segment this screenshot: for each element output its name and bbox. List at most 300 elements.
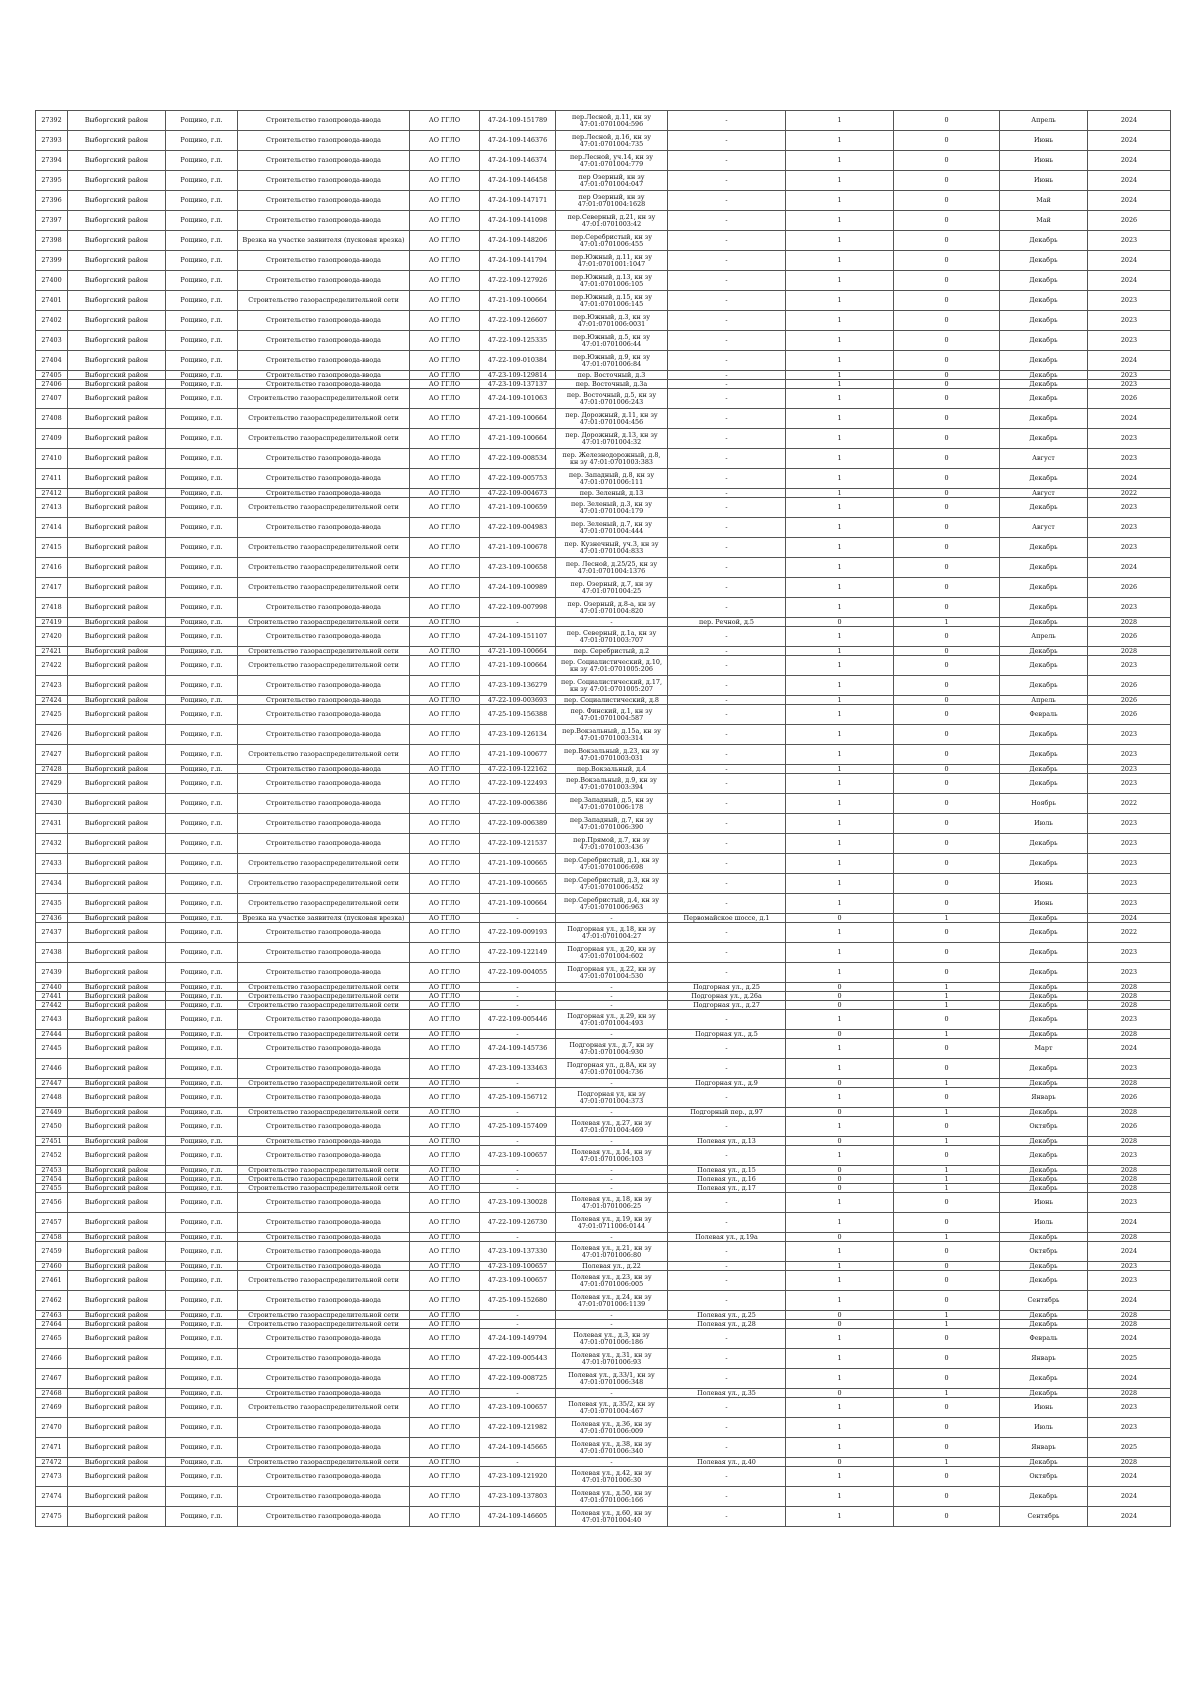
district-cell: Выборгский район bbox=[68, 1213, 166, 1233]
table-row bbox=[36, 111, 1171, 131]
work-type-cell: Строительство газопровода-ввода bbox=[238, 774, 410, 794]
count-2-cell: 0 bbox=[894, 963, 1000, 983]
object-address-cell: - bbox=[668, 1329, 786, 1349]
settlement-cell: Рощино, г.п. bbox=[166, 518, 238, 538]
application-code-cell: 47-22-109-126607 bbox=[480, 311, 556, 331]
application-code-cell: 47-22-109-004673 bbox=[480, 489, 556, 498]
count-1-cell: 0 bbox=[786, 992, 894, 1001]
table-row bbox=[36, 647, 1171, 656]
object-address-cell: - bbox=[668, 489, 786, 498]
table-row bbox=[36, 1059, 1171, 1079]
table-row bbox=[36, 627, 1171, 647]
organization-cell: АО ГГЛО bbox=[410, 705, 480, 725]
table-row bbox=[36, 498, 1171, 518]
organization-cell: АО ГГЛО bbox=[410, 765, 480, 774]
month-cell: Декабрь bbox=[1000, 647, 1088, 656]
count-1-cell: 1 bbox=[786, 963, 894, 983]
district-cell: Выборгский район bbox=[68, 1418, 166, 1438]
settlement-cell: Рощино, г.п. bbox=[166, 992, 238, 1001]
count-1-cell: 1 bbox=[786, 1117, 894, 1137]
month-cell: Декабрь bbox=[1000, 389, 1088, 409]
year-cell: 2024 bbox=[1088, 171, 1171, 191]
count-2-cell: 0 bbox=[894, 351, 1000, 371]
record-number-cell: 27444 bbox=[36, 1030, 68, 1039]
object-address-cell: Полевая ул., д.16 bbox=[668, 1175, 786, 1184]
application-code-cell: - bbox=[480, 1184, 556, 1193]
settlement-cell: Рощино, г.п. bbox=[166, 914, 238, 923]
work-type-cell: Строительство газораспределительной сети bbox=[238, 745, 410, 765]
application-code-cell: 47-22-109-007998 bbox=[480, 598, 556, 618]
count-1-cell: 1 bbox=[786, 191, 894, 211]
table-row bbox=[36, 558, 1171, 578]
cadastral-address-cell: пер Озерный, кн зу 47:01:0701004:047 bbox=[556, 171, 668, 191]
object-address-cell: - bbox=[668, 598, 786, 618]
month-cell: Сентябрь bbox=[1000, 1507, 1088, 1527]
month-cell: Декабрь bbox=[1000, 1487, 1088, 1507]
organization-cell: АО ГГЛО bbox=[410, 923, 480, 943]
district-cell: Выборгский район bbox=[68, 331, 166, 351]
application-code-cell: 47-24-109-151107 bbox=[480, 627, 556, 647]
application-code-cell: 47-25-109-156388 bbox=[480, 705, 556, 725]
settlement-cell: Рощино, г.п. bbox=[166, 498, 238, 518]
district-cell: Выборгский район bbox=[68, 1320, 166, 1329]
application-code-cell: 47-24-109-149794 bbox=[480, 1329, 556, 1349]
organization-cell: АО ГГЛО bbox=[410, 291, 480, 311]
object-address-cell: - bbox=[668, 429, 786, 449]
work-type-cell: Строительство газопровода-ввода bbox=[238, 331, 410, 351]
work-type-cell: Строительство газораспределительной сети bbox=[238, 409, 410, 429]
work-type-cell: Строительство газораспределительной сети bbox=[238, 874, 410, 894]
work-type-cell: Строительство газораспределительной сети bbox=[238, 1398, 410, 1418]
cadastral-address-cell: пер.Южный, д.9, кн зу 47:01:0701006:84 bbox=[556, 351, 668, 371]
record-number-cell: 27401 bbox=[36, 291, 68, 311]
year-cell: 2024 bbox=[1088, 271, 1171, 291]
organization-cell: АО ГГЛО bbox=[410, 1039, 480, 1059]
table-row bbox=[36, 518, 1171, 538]
count-2-cell: 0 bbox=[894, 814, 1000, 834]
record-number-cell: 27428 bbox=[36, 765, 68, 774]
count-1-cell: 0 bbox=[786, 1320, 894, 1329]
work-type-cell: Строительство газопровода-ввода bbox=[238, 251, 410, 271]
object-address-cell: Полевая ул., д.35 bbox=[668, 1389, 786, 1398]
year-cell: 2023 bbox=[1088, 894, 1171, 914]
work-type-cell: Строительство газопровода-ввода bbox=[238, 725, 410, 745]
object-address-cell: - bbox=[668, 656, 786, 676]
district-cell: Выборгский район bbox=[68, 983, 166, 992]
year-cell: 2024 bbox=[1088, 1487, 1171, 1507]
settlement-cell: Рощино, г.п. bbox=[166, 894, 238, 914]
table-row bbox=[36, 351, 1171, 371]
settlement-cell: Рощино, г.п. bbox=[166, 211, 238, 231]
year-cell: 2028 bbox=[1088, 618, 1171, 627]
count-1-cell: 1 bbox=[786, 380, 894, 389]
cadastral-address-cell: - bbox=[556, 1233, 668, 1242]
year-cell: 2024 bbox=[1088, 1467, 1171, 1487]
object-address-cell: - bbox=[668, 1193, 786, 1213]
record-number-cell: 27402 bbox=[36, 311, 68, 331]
work-type-cell: Строительство газопровода-ввода bbox=[238, 1418, 410, 1438]
year-cell: 2022 bbox=[1088, 489, 1171, 498]
count-2-cell: 1 bbox=[894, 1001, 1000, 1010]
table-row bbox=[36, 1458, 1171, 1467]
application-code-cell: 47-25-109-152680 bbox=[480, 1291, 556, 1311]
cadastral-address-cell: - bbox=[556, 992, 668, 1001]
record-number-cell: 27462 bbox=[36, 1291, 68, 1311]
organization-cell: АО ГГЛО bbox=[410, 1349, 480, 1369]
table-row bbox=[36, 1146, 1171, 1166]
settlement-cell: Рощино, г.п. bbox=[166, 774, 238, 794]
count-1-cell: 1 bbox=[786, 854, 894, 874]
month-cell: Январь bbox=[1000, 1088, 1088, 1108]
year-cell: 2026 bbox=[1088, 627, 1171, 647]
table-row bbox=[36, 1320, 1171, 1329]
year-cell: 2026 bbox=[1088, 389, 1171, 409]
work-type-cell: Строительство газораспределительной сети bbox=[238, 1079, 410, 1088]
work-type-cell: Строительство газопровода-ввода bbox=[238, 1467, 410, 1487]
table-row bbox=[36, 429, 1171, 449]
record-number-cell: 27407 bbox=[36, 389, 68, 409]
count-1-cell: 1 bbox=[786, 647, 894, 656]
object-address-cell: Подгорная ул., д.5 bbox=[668, 1030, 786, 1039]
work-type-cell: Строительство газопровода-ввода bbox=[238, 111, 410, 131]
month-cell: Декабрь bbox=[1000, 983, 1088, 992]
settlement-cell: Рощино, г.п. bbox=[166, 271, 238, 291]
cadastral-address-cell: пер.Вокзальный, д.9, кн зу 47:01:0701003:394 bbox=[556, 774, 668, 794]
organization-cell: АО ГГЛО bbox=[410, 794, 480, 814]
table-row bbox=[36, 231, 1171, 251]
count-1-cell: 1 bbox=[786, 578, 894, 598]
count-2-cell: 0 bbox=[894, 578, 1000, 598]
organization-cell: АО ГГЛО bbox=[410, 1438, 480, 1458]
district-cell: Выборгский район bbox=[68, 291, 166, 311]
district-cell: Выборгский район bbox=[68, 647, 166, 656]
application-code-cell: 47-24-109-141794 bbox=[480, 251, 556, 271]
organization-cell: АО ГГЛО bbox=[410, 1030, 480, 1039]
record-number-cell: 27459 bbox=[36, 1242, 68, 1262]
record-number-cell: 27413 bbox=[36, 498, 68, 518]
record-number-cell: 27396 bbox=[36, 191, 68, 211]
settlement-cell: Рощино, г.п. bbox=[166, 1291, 238, 1311]
year-cell: 2023 bbox=[1088, 874, 1171, 894]
record-number-cell: 27423 bbox=[36, 676, 68, 696]
count-2-cell: 0 bbox=[894, 676, 1000, 696]
object-address-cell: - bbox=[668, 211, 786, 231]
settlement-cell: Рощино, г.п. bbox=[166, 409, 238, 429]
count-1-cell: 0 bbox=[786, 1175, 894, 1184]
cadastral-address-cell: пер. Дорожный, д.11, кн зу 47:01:0701004:456 bbox=[556, 409, 668, 429]
work-type-cell: Строительство газопровода-ввода bbox=[238, 380, 410, 389]
table-row bbox=[36, 1184, 1171, 1193]
month-cell: Апрель bbox=[1000, 627, 1088, 647]
application-code-cell: 47-23-109-100657 bbox=[480, 1271, 556, 1291]
organization-cell: АО ГГЛО bbox=[410, 1320, 480, 1329]
count-2-cell: 0 bbox=[894, 449, 1000, 469]
cadastral-address-cell: пер. Железнодорожный, д.8, кн зу 47:01:0701003:383 bbox=[556, 449, 668, 469]
organization-cell: АО ГГЛО bbox=[410, 745, 480, 765]
table-row bbox=[36, 331, 1171, 351]
application-code-cell: 47-24-109-148206 bbox=[480, 231, 556, 251]
object-address-cell: - bbox=[668, 943, 786, 963]
organization-cell: АО ГГЛО bbox=[410, 1213, 480, 1233]
cadastral-address-cell: Полевая ул., д.27, кн зу 47:01:0701004:469 bbox=[556, 1117, 668, 1137]
count-2-cell: 0 bbox=[894, 231, 1000, 251]
object-address-cell: - bbox=[668, 1242, 786, 1262]
count-2-cell: 0 bbox=[894, 1329, 1000, 1349]
year-cell: 2026 bbox=[1088, 676, 1171, 696]
year-cell: 2028 bbox=[1088, 1389, 1171, 1398]
table-row bbox=[36, 251, 1171, 271]
object-address-cell: - bbox=[668, 627, 786, 647]
year-cell: 2023 bbox=[1088, 311, 1171, 331]
count-2-cell: 1 bbox=[894, 983, 1000, 992]
district-cell: Выборгский район bbox=[68, 469, 166, 489]
month-cell: Декабрь bbox=[1000, 1108, 1088, 1117]
record-number-cell: 27426 bbox=[36, 725, 68, 745]
settlement-cell: Рощино, г.п. bbox=[166, 429, 238, 449]
count-2-cell: 1 bbox=[894, 1184, 1000, 1193]
year-cell: 2028 bbox=[1088, 1184, 1171, 1193]
count-2-cell: 0 bbox=[894, 211, 1000, 231]
month-cell: Июнь bbox=[1000, 894, 1088, 914]
table-row bbox=[36, 914, 1171, 923]
count-1-cell: 1 bbox=[786, 1059, 894, 1079]
count-1-cell: 1 bbox=[786, 676, 894, 696]
district-cell: Выборгский район bbox=[68, 409, 166, 429]
table-row bbox=[36, 1271, 1171, 1291]
organization-cell: АО ГГЛО bbox=[410, 1079, 480, 1088]
count-1-cell: 1 bbox=[786, 311, 894, 331]
table-row bbox=[36, 1438, 1171, 1458]
count-2-cell: 0 bbox=[894, 1117, 1000, 1137]
district-cell: Выборгский район bbox=[68, 271, 166, 291]
year-cell: 2024 bbox=[1088, 191, 1171, 211]
district-cell: Выборгский район bbox=[68, 618, 166, 627]
settlement-cell: Рощино, г.п. bbox=[166, 983, 238, 992]
district-cell: Выборгский район bbox=[68, 1001, 166, 1010]
month-cell: Декабрь bbox=[1000, 1001, 1088, 1010]
organization-cell: АО ГГЛО bbox=[410, 1458, 480, 1467]
month-cell: Май bbox=[1000, 191, 1088, 211]
year-cell: 2028 bbox=[1088, 1079, 1171, 1088]
count-1-cell: 1 bbox=[786, 598, 894, 618]
object-address-cell: - bbox=[668, 449, 786, 469]
object-address-cell: Подгорная ул., д.27 bbox=[668, 1001, 786, 1010]
work-type-cell: Строительство газопровода-ввода bbox=[238, 1349, 410, 1369]
object-address-cell: - bbox=[668, 331, 786, 351]
year-cell: 2025 bbox=[1088, 1349, 1171, 1369]
settlement-cell: Рощино, г.п. bbox=[166, 1184, 238, 1193]
settlement-cell: Рощино, г.п. bbox=[166, 854, 238, 874]
year-cell: 2024 bbox=[1088, 1039, 1171, 1059]
record-number-cell: 27437 bbox=[36, 923, 68, 943]
month-cell: Декабрь bbox=[1000, 429, 1088, 449]
month-cell: Октябрь bbox=[1000, 1117, 1088, 1137]
month-cell: Декабрь bbox=[1000, 409, 1088, 429]
record-number-cell: 27412 bbox=[36, 489, 68, 498]
table-row bbox=[36, 1233, 1171, 1242]
cadastral-address-cell: пер.Западный, д.7, кн зу 47:01:0701006:390 bbox=[556, 814, 668, 834]
work-type-cell: Строительство газораспределительной сети bbox=[238, 558, 410, 578]
object-address-cell: - bbox=[668, 1418, 786, 1438]
record-number-cell: 27421 bbox=[36, 647, 68, 656]
object-address-cell: Полевая ул., д.13 bbox=[668, 1137, 786, 1146]
settlement-cell: Рощино, г.п. bbox=[166, 111, 238, 131]
district-cell: Выборгский район bbox=[68, 1137, 166, 1146]
record-number-cell: 27450 bbox=[36, 1117, 68, 1137]
settlement-cell: Рощино, г.п. bbox=[166, 656, 238, 676]
table-row bbox=[36, 171, 1171, 191]
record-number-cell: 27403 bbox=[36, 331, 68, 351]
application-code-cell: - bbox=[480, 1320, 556, 1329]
year-cell: 2023 bbox=[1088, 231, 1171, 251]
cadastral-address-cell: пер.Западный, д.5, кн зу 47:01:0701006:178 bbox=[556, 794, 668, 814]
organization-cell: АО ГГЛО bbox=[410, 1507, 480, 1527]
district-cell: Выборгский район bbox=[68, 1458, 166, 1467]
settlement-cell: Рощино, г.п. bbox=[166, 874, 238, 894]
table-row bbox=[36, 151, 1171, 171]
year-cell: 2023 bbox=[1088, 518, 1171, 538]
settlement-cell: Рощино, г.п. bbox=[166, 1271, 238, 1291]
organization-cell: АО ГГЛО bbox=[410, 1184, 480, 1193]
district-cell: Выборгский район bbox=[68, 598, 166, 618]
count-2-cell: 0 bbox=[894, 389, 1000, 409]
count-2-cell: 0 bbox=[894, 627, 1000, 647]
count-1-cell: 1 bbox=[786, 251, 894, 271]
object-address-cell: - bbox=[668, 578, 786, 598]
work-type-cell: Строительство газопровода-ввода bbox=[238, 1291, 410, 1311]
district-cell: Выборгский район bbox=[68, 963, 166, 983]
settlement-cell: Рощино, г.п. bbox=[166, 1030, 238, 1039]
cadastral-address-cell: пер. Западный, д.8, кн зу 47:01:0701006:111 bbox=[556, 469, 668, 489]
organization-cell: АО ГГЛО bbox=[410, 943, 480, 963]
record-number-cell: 27425 bbox=[36, 705, 68, 725]
application-code-cell: - bbox=[480, 1137, 556, 1146]
application-code-cell: 47-24-109-145665 bbox=[480, 1438, 556, 1458]
object-address-cell: - bbox=[668, 705, 786, 725]
record-number-cell: 27392 bbox=[36, 111, 68, 131]
application-code-cell: 47-22-109-003693 bbox=[480, 696, 556, 705]
settlement-cell: Рощино, г.п. bbox=[166, 1467, 238, 1487]
work-type-cell: Строительство газораспределительной сети bbox=[238, 1184, 410, 1193]
settlement-cell: Рощино, г.п. bbox=[166, 647, 238, 656]
count-1-cell: 1 bbox=[786, 291, 894, 311]
settlement-cell: Рощино, г.п. bbox=[166, 627, 238, 647]
month-cell: Февраль bbox=[1000, 1329, 1088, 1349]
record-number-cell: 27466 bbox=[36, 1349, 68, 1369]
count-1-cell: 0 bbox=[786, 1458, 894, 1467]
record-number-cell: 27433 bbox=[36, 854, 68, 874]
table-row bbox=[36, 1467, 1171, 1487]
settlement-cell: Рощино, г.п. bbox=[166, 676, 238, 696]
year-cell: 2023 bbox=[1088, 538, 1171, 558]
count-1-cell: 1 bbox=[786, 1213, 894, 1233]
month-cell: Декабрь bbox=[1000, 765, 1088, 774]
work-type-cell: Строительство газопровода-ввода bbox=[238, 1369, 410, 1389]
application-code-cell: 47-21-109-100678 bbox=[480, 538, 556, 558]
work-type-cell: Строительство газопровода-ввода bbox=[238, 1262, 410, 1271]
year-cell: 2028 bbox=[1088, 983, 1171, 992]
object-address-cell: Полевая ул., д.15 bbox=[668, 1166, 786, 1175]
count-1-cell: 1 bbox=[786, 656, 894, 676]
cadastral-address-cell: пер.Северный, д.21, кн зу 47:01:0701003:42 bbox=[556, 211, 668, 231]
table-row bbox=[36, 1039, 1171, 1059]
record-number-cell: 27414 bbox=[36, 518, 68, 538]
organization-cell: АО ГГЛО bbox=[410, 1146, 480, 1166]
table-row bbox=[36, 1389, 1171, 1398]
count-1-cell: 1 bbox=[786, 518, 894, 538]
table-row bbox=[36, 1175, 1171, 1184]
work-type-cell: Строительство газораспределительной сети bbox=[238, 647, 410, 656]
table-row bbox=[36, 874, 1171, 894]
table-row bbox=[36, 923, 1171, 943]
cadastral-address-cell: - bbox=[556, 1184, 668, 1193]
cadastral-address-cell: пер. Северный, д.1а, кн зу 47:01:0701003:707 bbox=[556, 627, 668, 647]
application-code-cell: 47-23-109-137803 bbox=[480, 1487, 556, 1507]
work-type-cell: Строительство газопровода-ввода bbox=[238, 211, 410, 231]
organization-cell: АО ГГЛО bbox=[410, 598, 480, 618]
district-cell: Выборгский район bbox=[68, 745, 166, 765]
year-cell: 2024 bbox=[1088, 131, 1171, 151]
table-row bbox=[36, 656, 1171, 676]
cadastral-address-cell: - bbox=[556, 1137, 668, 1146]
organization-cell: АО ГГЛО bbox=[410, 983, 480, 992]
organization-cell: АО ГГЛО bbox=[410, 1291, 480, 1311]
record-number-cell: 27445 bbox=[36, 1039, 68, 1059]
application-code-cell: 47-22-109-005446 bbox=[480, 1010, 556, 1030]
settlement-cell: Рощино, г.п. bbox=[166, 1389, 238, 1398]
work-type-cell: Строительство газопровода-ввода bbox=[238, 627, 410, 647]
count-2-cell: 0 bbox=[894, 745, 1000, 765]
settlement-cell: Рощино, г.п. bbox=[166, 1079, 238, 1088]
year-cell: 2026 bbox=[1088, 696, 1171, 705]
year-cell: 2028 bbox=[1088, 1458, 1171, 1467]
record-number-cell: 27399 bbox=[36, 251, 68, 271]
application-code-cell: - bbox=[480, 1458, 556, 1467]
cadastral-address-cell: пер.Вокзальный, д.15а, кн зу 47:01:0701003:314 bbox=[556, 725, 668, 745]
cadastral-address-cell: пер. Восточный, д.5, кн зу 47:01:0701006:243 bbox=[556, 389, 668, 409]
count-1-cell: 1 bbox=[786, 1438, 894, 1458]
year-cell: 2023 bbox=[1088, 449, 1171, 469]
count-1-cell: 1 bbox=[786, 1262, 894, 1271]
count-2-cell: 0 bbox=[894, 1193, 1000, 1213]
record-number-cell: 27404 bbox=[36, 351, 68, 371]
application-code-cell: - bbox=[480, 1001, 556, 1010]
district-cell: Выборгский район bbox=[68, 1369, 166, 1389]
cadastral-address-cell: Полевая ул., д.22 bbox=[556, 1262, 668, 1271]
settlement-cell: Рощино, г.п. bbox=[166, 1438, 238, 1458]
record-number-cell: 27422 bbox=[36, 656, 68, 676]
district-cell: Выборгский район bbox=[68, 1507, 166, 1527]
object-address-cell: - bbox=[668, 251, 786, 271]
register-table bbox=[35, 110, 1171, 1527]
count-1-cell: 1 bbox=[786, 1291, 894, 1311]
object-address-cell: - bbox=[668, 151, 786, 171]
application-code-cell: - bbox=[480, 983, 556, 992]
month-cell: Декабрь bbox=[1000, 914, 1088, 923]
table-row bbox=[36, 371, 1171, 380]
count-2-cell: 0 bbox=[894, 429, 1000, 449]
count-1-cell: 1 bbox=[786, 489, 894, 498]
organization-cell: АО ГГЛО bbox=[410, 1233, 480, 1242]
work-type-cell: Строительство газораспределительной сети bbox=[238, 618, 410, 627]
cadastral-address-cell: пер. Зеленый, д.7, кн зу 47:01:0701004:444 bbox=[556, 518, 668, 538]
table-row bbox=[36, 1369, 1171, 1389]
month-cell: Декабрь bbox=[1000, 1369, 1088, 1389]
table-row bbox=[36, 409, 1171, 429]
settlement-cell: Рощино, г.п. bbox=[166, 331, 238, 351]
organization-cell: АО ГГЛО bbox=[410, 854, 480, 874]
application-code-cell: 47-21-109-100664 bbox=[480, 656, 556, 676]
